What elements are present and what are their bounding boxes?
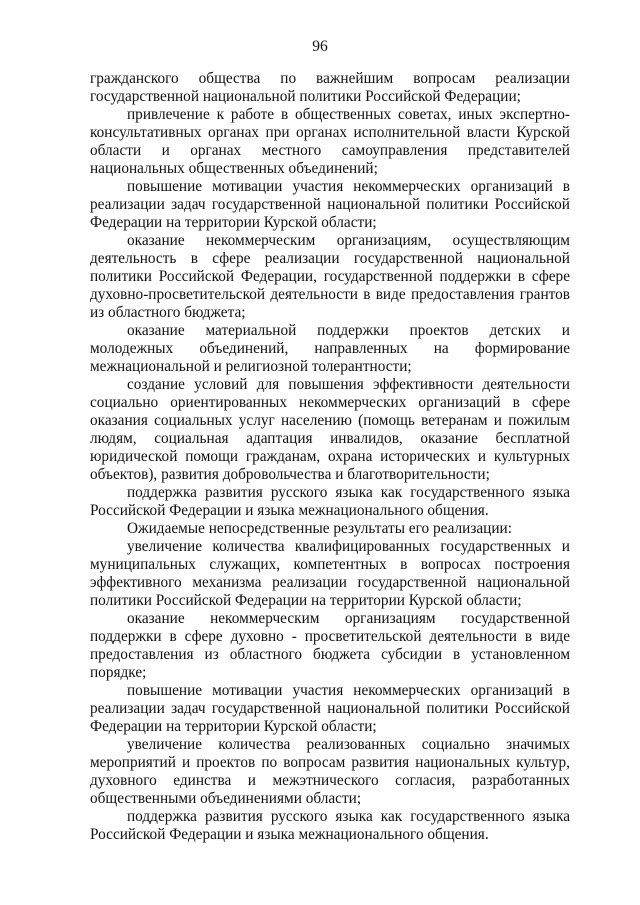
paragraph-6: создание условий для повышения эффективности деятельности социально ориентированных некоммерческих организаций в сфере оказания социальных услуг населению (помощь ветеранам и пожилым людям, социальная адаптация инвалидов, оказание бесплатной юридической помощи гражданам, охрана исторических и культурных объектов), развития добровольчества и благотворительности;: [90, 376, 570, 483]
paragraph-7: поддержка развития русского языка как государственного языка Российской Федерации и языка межнационального общения.: [90, 484, 570, 519]
results-heading: Ожидаемые непосредственные результаты его реализации:: [127, 520, 512, 537]
paragraph-10: оказание некоммерческим организациям государственной поддержки в сфере духовно - просветительской деятельности в виде предоставления из областного бюджета субсидии в установленном порядке;: [90, 610, 570, 681]
paragraph-3: повышение мотивации участия некоммерческих организаций в реализации задач государственной национальной политики Российской Федерации на территории Курской области;: [90, 178, 570, 231]
paragraph-2: привлечение к работе в общественных советах, иных экспертно-консультативных органах при органах исполнительной власти Курской области и органах местного самоуправления представителей национальных общественных объединений;: [90, 106, 570, 177]
page-number: 96: [312, 38, 328, 55]
paragraph-5: оказание материальной поддержки проектов детских и молодежных объединений, направленных на формирование межнациональной и религиозной толерантности;: [90, 322, 570, 375]
paragraph-1: гражданского общества по важнейшим вопросам реализации государственной национальной политики Российской Федерации;: [90, 70, 570, 105]
paragraph-9: увеличение количества квалифицированных государственных и муниципальных служащих, компетентных в вопросах построения эффективного механизма реализации государственной национальной политики Российской Федерации на территории Курской области;: [90, 538, 570, 609]
paragraph-13: поддержка развития русского языка как государственного языка Российской Федерации и языка межнационального общения.: [90, 808, 570, 843]
paragraph-11: повышение мотивации участия некоммерческих организаций в реализации задач государственной национальной политики Российской Федерации на территории Курской области;: [90, 682, 570, 735]
paragraph-4: оказание некоммерческим организациям, осуществляющим деятельность в сфере реализации государственной национальной политики Российской Федерации, государственной поддержки в сфере духовно-просветительской деятельности в виде предоставления грантов из областного бюджета;: [90, 232, 570, 321]
paragraph-12: увеличение количества реализованных социально значимых мероприятий и проектов по вопросам развития национальных культур, духовного единства и межэтнического согласия, разработанных общественными объединениями области;: [90, 736, 570, 807]
body-text: [90, 70, 570, 844]
